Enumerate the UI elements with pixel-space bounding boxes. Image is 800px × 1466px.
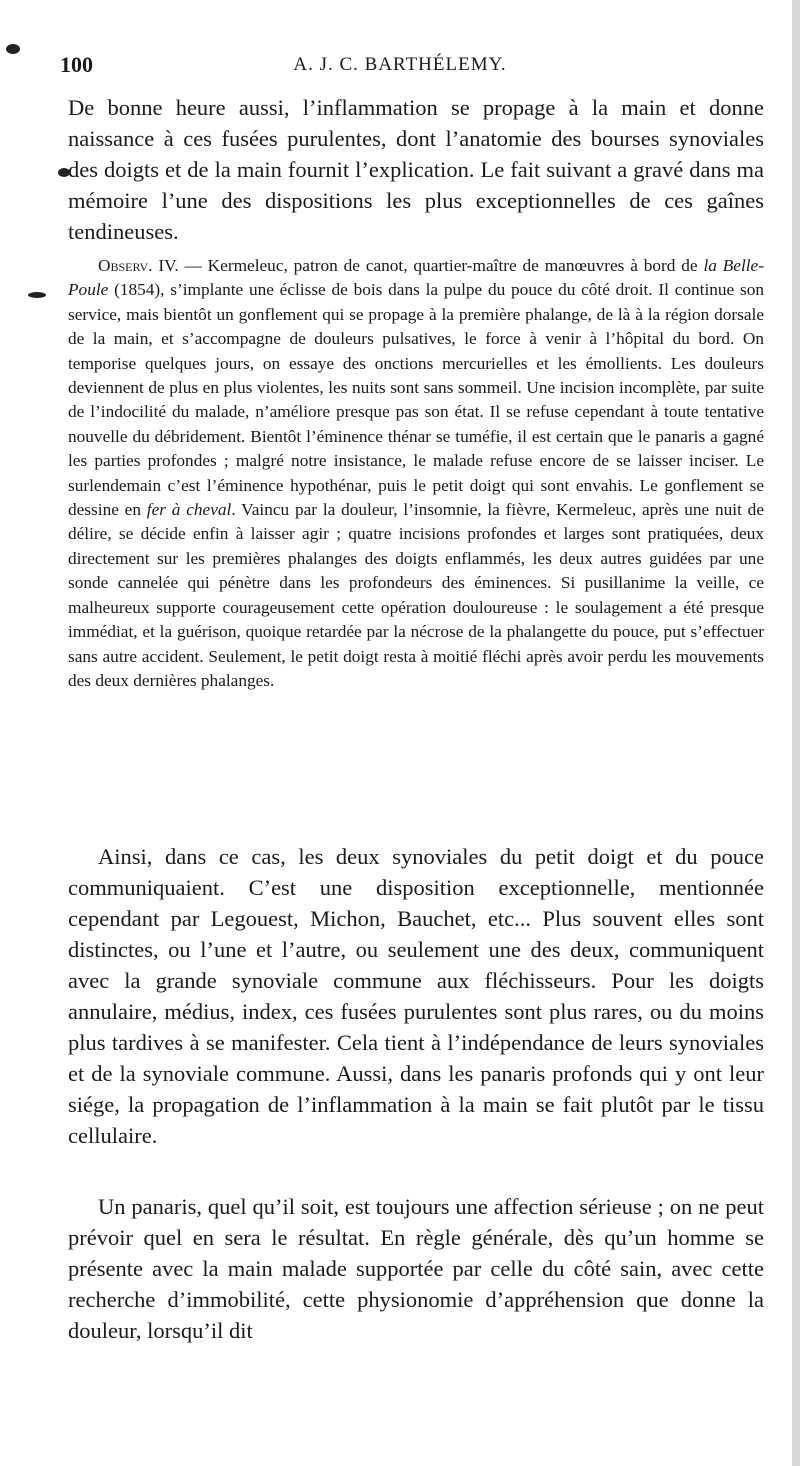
observation-label: Observ. IV. xyxy=(98,256,179,275)
ship-name: la Belle-Poule xyxy=(68,256,764,300)
page-number: 100 xyxy=(60,52,93,77)
running-head: A. J. C. BARTHÉLEMY. xyxy=(293,54,507,75)
ink-blot-mark xyxy=(28,292,46,298)
observation-text: (1854), s’implante une éclisse de bois dans la pulpe du pouce du côté droit. Il continue son service, mais bientôt un gonflement qui se propage à la première phalange, de là à la région dorsale de la main, et s’accompagne de douleurs pulsatives, le force à venir à l’hôpital du bord. On temporise quelques jours, on essaye des onctions mercurielles et les émollients. Les douleurs deviennent de plus en plus violentes, les nuits sont sans sommeil. Une incision incomplète, par suite de l’indocilité du malade, n’améliore presque pas son état. Il se refuse cependant à toute tentative nouvelle du débridement. Bientôt l’éminence thénar se tuméfie, il est certain que le panaris a gagné les parties profondes ; malgré notre insistance, le malade refuse encore de se laisser inciser. Le surlendemain c’est l’éminence hypothénar, puis le petit doigt qui sont envahis. Le gonflement se dessine en xyxy=(68,280,764,520)
page-edge-shadow xyxy=(792,0,800,1466)
observation-text: — Kermeleuc, patron de canot, quartier-maître de manœuvres à bord de xyxy=(178,256,704,275)
paragraph-observation xyxy=(68,254,764,693)
paragraph-ainsi: Ainsi, dans ce cas, les deux synoviales du petit doigt et du pouce communiquaient. C’est une disposition exceptionnelle, mentionnée cependant par Legouest, Michon, Bauchet, etc... Plus souvent elles sont distinctes, ou l’une et l’autre, ou seulement une des deux, communiquent avec la grande synoviale commune aux fléchisseurs. Pour les doigts annulaire, médius, index, ces fusées purulentes sont plus rares, ou du moins plus tardives à se manifester. Cela tient à l’indépendance de leurs synoviales et de la synoviale commune. Aussi, dans les panaris profonds qui y ont leur siége, la propagation de l’inflammation à la main se fait plutôt par le tissu cellulaire. xyxy=(68,844,764,1148)
italic-term: fer à cheval xyxy=(146,500,232,520)
ink-blot-mark xyxy=(6,44,20,54)
paragraph-intro: De bonne heure aussi, l’inflammation se propage à la main et donne naissance à ces fusées purulentes, dont l’anatomie des bourses synoviales des doigts et de la main fournit l’explication. Le fait suivant a gravé dans ma mémoire l’une des dispositions les plus exceptionnelles de ces gaînes tendineuses. xyxy=(68,95,764,244)
page-header xyxy=(50,52,750,82)
paragraph-panaris: Un panaris, quel qu’il soit, est toujours une affection sérieuse ; on ne peut prévoir quel en sera le résultat. En règle générale, dès qu’un homme se présente avec la main malade supportée par celle du côté sain, avec cette recherche d’immobilité, cette physionomie d’appréhension que donne la douleur, lorsqu’il dit xyxy=(68,1194,764,1343)
observation-text: . Vaincu par la douleur, l’insomnie, la fièvre, Kermeleuc, après une nuit de délire, se décide enfin à laisser agir ; quatre incisions profondes et larges sont pratiquées, deux directement sur les premières phalanges des doigts enflammés, les deux autres guidées par une sonde cannelée qui pénètre dans les profondeurs des éminences. Si pusillanime la veille, ce malheureux supporte courageusement cette opération douloureuse : le soulagement a été presque immédiat, et la guérison, quoique retardée par la nécrose de la phalangette du pouce, put s’effectuer sans autre accident. Seulement, le petit doigt resta à moitié fléchi après avoir perdu les mouvements des deux dernières phalanges. xyxy=(68,500,764,690)
